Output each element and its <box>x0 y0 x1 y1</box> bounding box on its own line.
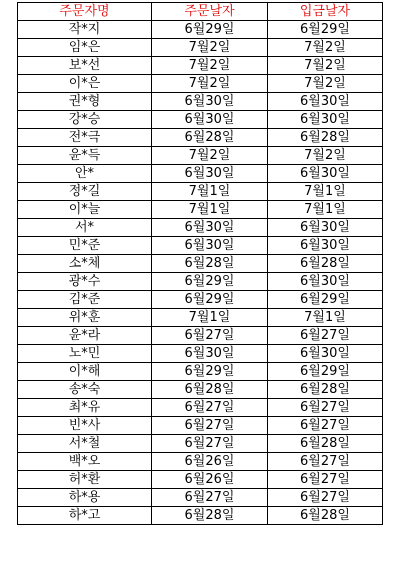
cell-orderer-name: 보*선 <box>18 57 152 75</box>
cell-order-date: 6월29일 <box>152 291 268 309</box>
cell-orderer-name: 강*승 <box>18 111 152 129</box>
cell-payment-date: 7월2일 <box>268 39 383 57</box>
cell-payment-date: 6월28일 <box>268 381 383 399</box>
cell-payment-date: 6월29일 <box>268 21 383 39</box>
table-row <box>18 291 383 309</box>
cell-order-date: 6월30일 <box>152 219 268 237</box>
cell-payment-date: 7월1일 <box>268 201 383 219</box>
table-body <box>18 21 383 525</box>
cell-orderer-name: 백*오 <box>18 453 152 471</box>
table-row <box>18 93 383 111</box>
cell-orderer-name: 민*준 <box>18 237 152 255</box>
cell-payment-date: 6월27일 <box>268 417 383 435</box>
table-row <box>18 471 383 489</box>
cell-order-date: 6월29일 <box>152 273 268 291</box>
cell-order-date: 6월28일 <box>152 507 268 525</box>
cell-order-date: 7월2일 <box>152 147 268 165</box>
cell-payment-date: 7월2일 <box>268 57 383 75</box>
cell-orderer-name: 서* <box>18 219 152 237</box>
cell-order-date: 6월30일 <box>152 111 268 129</box>
table-row <box>18 453 383 471</box>
cell-payment-date: 6월27일 <box>268 471 383 489</box>
table-row <box>18 75 383 93</box>
cell-order-date: 6월27일 <box>152 399 268 417</box>
table-row <box>18 129 383 147</box>
cell-payment-date: 6월28일 <box>268 255 383 273</box>
table-row <box>18 507 383 525</box>
table-row <box>18 165 383 183</box>
cell-payment-date: 6월30일 <box>268 93 383 111</box>
cell-orderer-name: 최*유 <box>18 399 152 417</box>
table-row <box>18 399 383 417</box>
cell-order-date: 7월2일 <box>152 57 268 75</box>
header-row <box>18 3 383 21</box>
table-row <box>18 489 383 507</box>
cell-payment-date: 6월30일 <box>268 111 383 129</box>
table-row <box>18 219 383 237</box>
table-row <box>18 183 383 201</box>
cell-order-date: 7월1일 <box>152 201 268 219</box>
cell-orderer-name: 윤*득 <box>18 147 152 165</box>
cell-order-date: 7월2일 <box>152 75 268 93</box>
cell-orderer-name: 위*훈 <box>18 309 152 327</box>
cell-orderer-name: 서*철 <box>18 435 152 453</box>
table-row <box>18 381 383 399</box>
cell-orderer-name: 소*체 <box>18 255 152 273</box>
cell-orderer-name: 노*민 <box>18 345 152 363</box>
cell-orderer-name: 전*극 <box>18 129 152 147</box>
cell-payment-date: 7월1일 <box>268 183 383 201</box>
cell-order-date: 6월27일 <box>152 417 268 435</box>
cell-orderer-name: 빈*사 <box>18 417 152 435</box>
cell-order-date: 6월27일 <box>152 489 268 507</box>
cell-payment-date: 6월27일 <box>268 489 383 507</box>
table-row <box>18 237 383 255</box>
table-row <box>18 111 383 129</box>
cell-order-date: 6월28일 <box>152 381 268 399</box>
cell-order-date: 7월1일 <box>152 309 268 327</box>
cell-payment-date: 7월2일 <box>268 147 383 165</box>
cell-payment-date: 7월2일 <box>268 75 383 93</box>
table-row <box>18 21 383 39</box>
cell-payment-date: 6월30일 <box>268 237 383 255</box>
cell-order-date: 7월1일 <box>152 183 268 201</box>
cell-orderer-name: 정*길 <box>18 183 152 201</box>
cell-orderer-name: 권*형 <box>18 93 152 111</box>
table-row <box>18 309 383 327</box>
cell-order-date: 6월30일 <box>152 93 268 111</box>
cell-orderer-name: 작*지 <box>18 21 152 39</box>
cell-payment-date: 6월28일 <box>268 435 383 453</box>
cell-orderer-name: 윤*라 <box>18 327 152 345</box>
cell-payment-date: 6월30일 <box>268 273 383 291</box>
cell-payment-date: 6월28일 <box>268 129 383 147</box>
cell-payment-date: 6월30일 <box>268 345 383 363</box>
cell-payment-date: 6월27일 <box>268 327 383 345</box>
cell-orderer-name: 안* <box>18 165 152 183</box>
cell-order-date: 6월30일 <box>152 165 268 183</box>
cell-order-date: 6월30일 <box>152 237 268 255</box>
table-row <box>18 273 383 291</box>
header-orderer-name: 주문자명 <box>18 3 152 21</box>
cell-orderer-name: 이*은 <box>18 75 152 93</box>
table-row <box>18 57 383 75</box>
header-order-date: 주문날자 <box>152 3 268 21</box>
cell-orderer-name: 임*은 <box>18 39 152 57</box>
cell-payment-date: 7월1일 <box>268 309 383 327</box>
cell-orderer-name: 이*늘 <box>18 201 152 219</box>
table-row <box>18 417 383 435</box>
table-row <box>18 363 383 381</box>
cell-order-date: 6월28일 <box>152 255 268 273</box>
cell-orderer-name: 하*고 <box>18 507 152 525</box>
cell-order-date: 6월26일 <box>152 453 268 471</box>
cell-orderer-name: 이*해 <box>18 363 152 381</box>
cell-payment-date: 6월29일 <box>268 363 383 381</box>
cell-order-date: 6월29일 <box>152 21 268 39</box>
cell-order-date: 6월29일 <box>152 363 268 381</box>
table-row <box>18 201 383 219</box>
cell-order-date: 6월30일 <box>152 345 268 363</box>
cell-payment-date: 6월27일 <box>268 453 383 471</box>
cell-orderer-name: 하*용 <box>18 489 152 507</box>
cell-order-date: 6월27일 <box>152 435 268 453</box>
table-row <box>18 345 383 363</box>
cell-orderer-name: 광*수 <box>18 273 152 291</box>
cell-orderer-name: 김*준 <box>18 291 152 309</box>
cell-order-date: 6월28일 <box>152 129 268 147</box>
cell-order-date: 7월2일 <box>152 39 268 57</box>
cell-payment-date: 6월29일 <box>268 291 383 309</box>
cell-payment-date: 6월28일 <box>268 507 383 525</box>
header-payment-date: 입금날자 <box>268 3 383 21</box>
cell-orderer-name: 허*환 <box>18 471 152 489</box>
cell-orderer-name: 송*숙 <box>18 381 152 399</box>
cell-payment-date: 6월30일 <box>268 165 383 183</box>
order-payment-table <box>17 2 383 525</box>
cell-payment-date: 6월27일 <box>268 399 383 417</box>
table-row <box>18 435 383 453</box>
table-row <box>18 327 383 345</box>
table-row <box>18 255 383 273</box>
cell-order-date: 6월26일 <box>152 471 268 489</box>
cell-payment-date: 6월30일 <box>268 219 383 237</box>
cell-order-date: 6월27일 <box>152 327 268 345</box>
table-row <box>18 39 383 57</box>
table-row <box>18 147 383 165</box>
